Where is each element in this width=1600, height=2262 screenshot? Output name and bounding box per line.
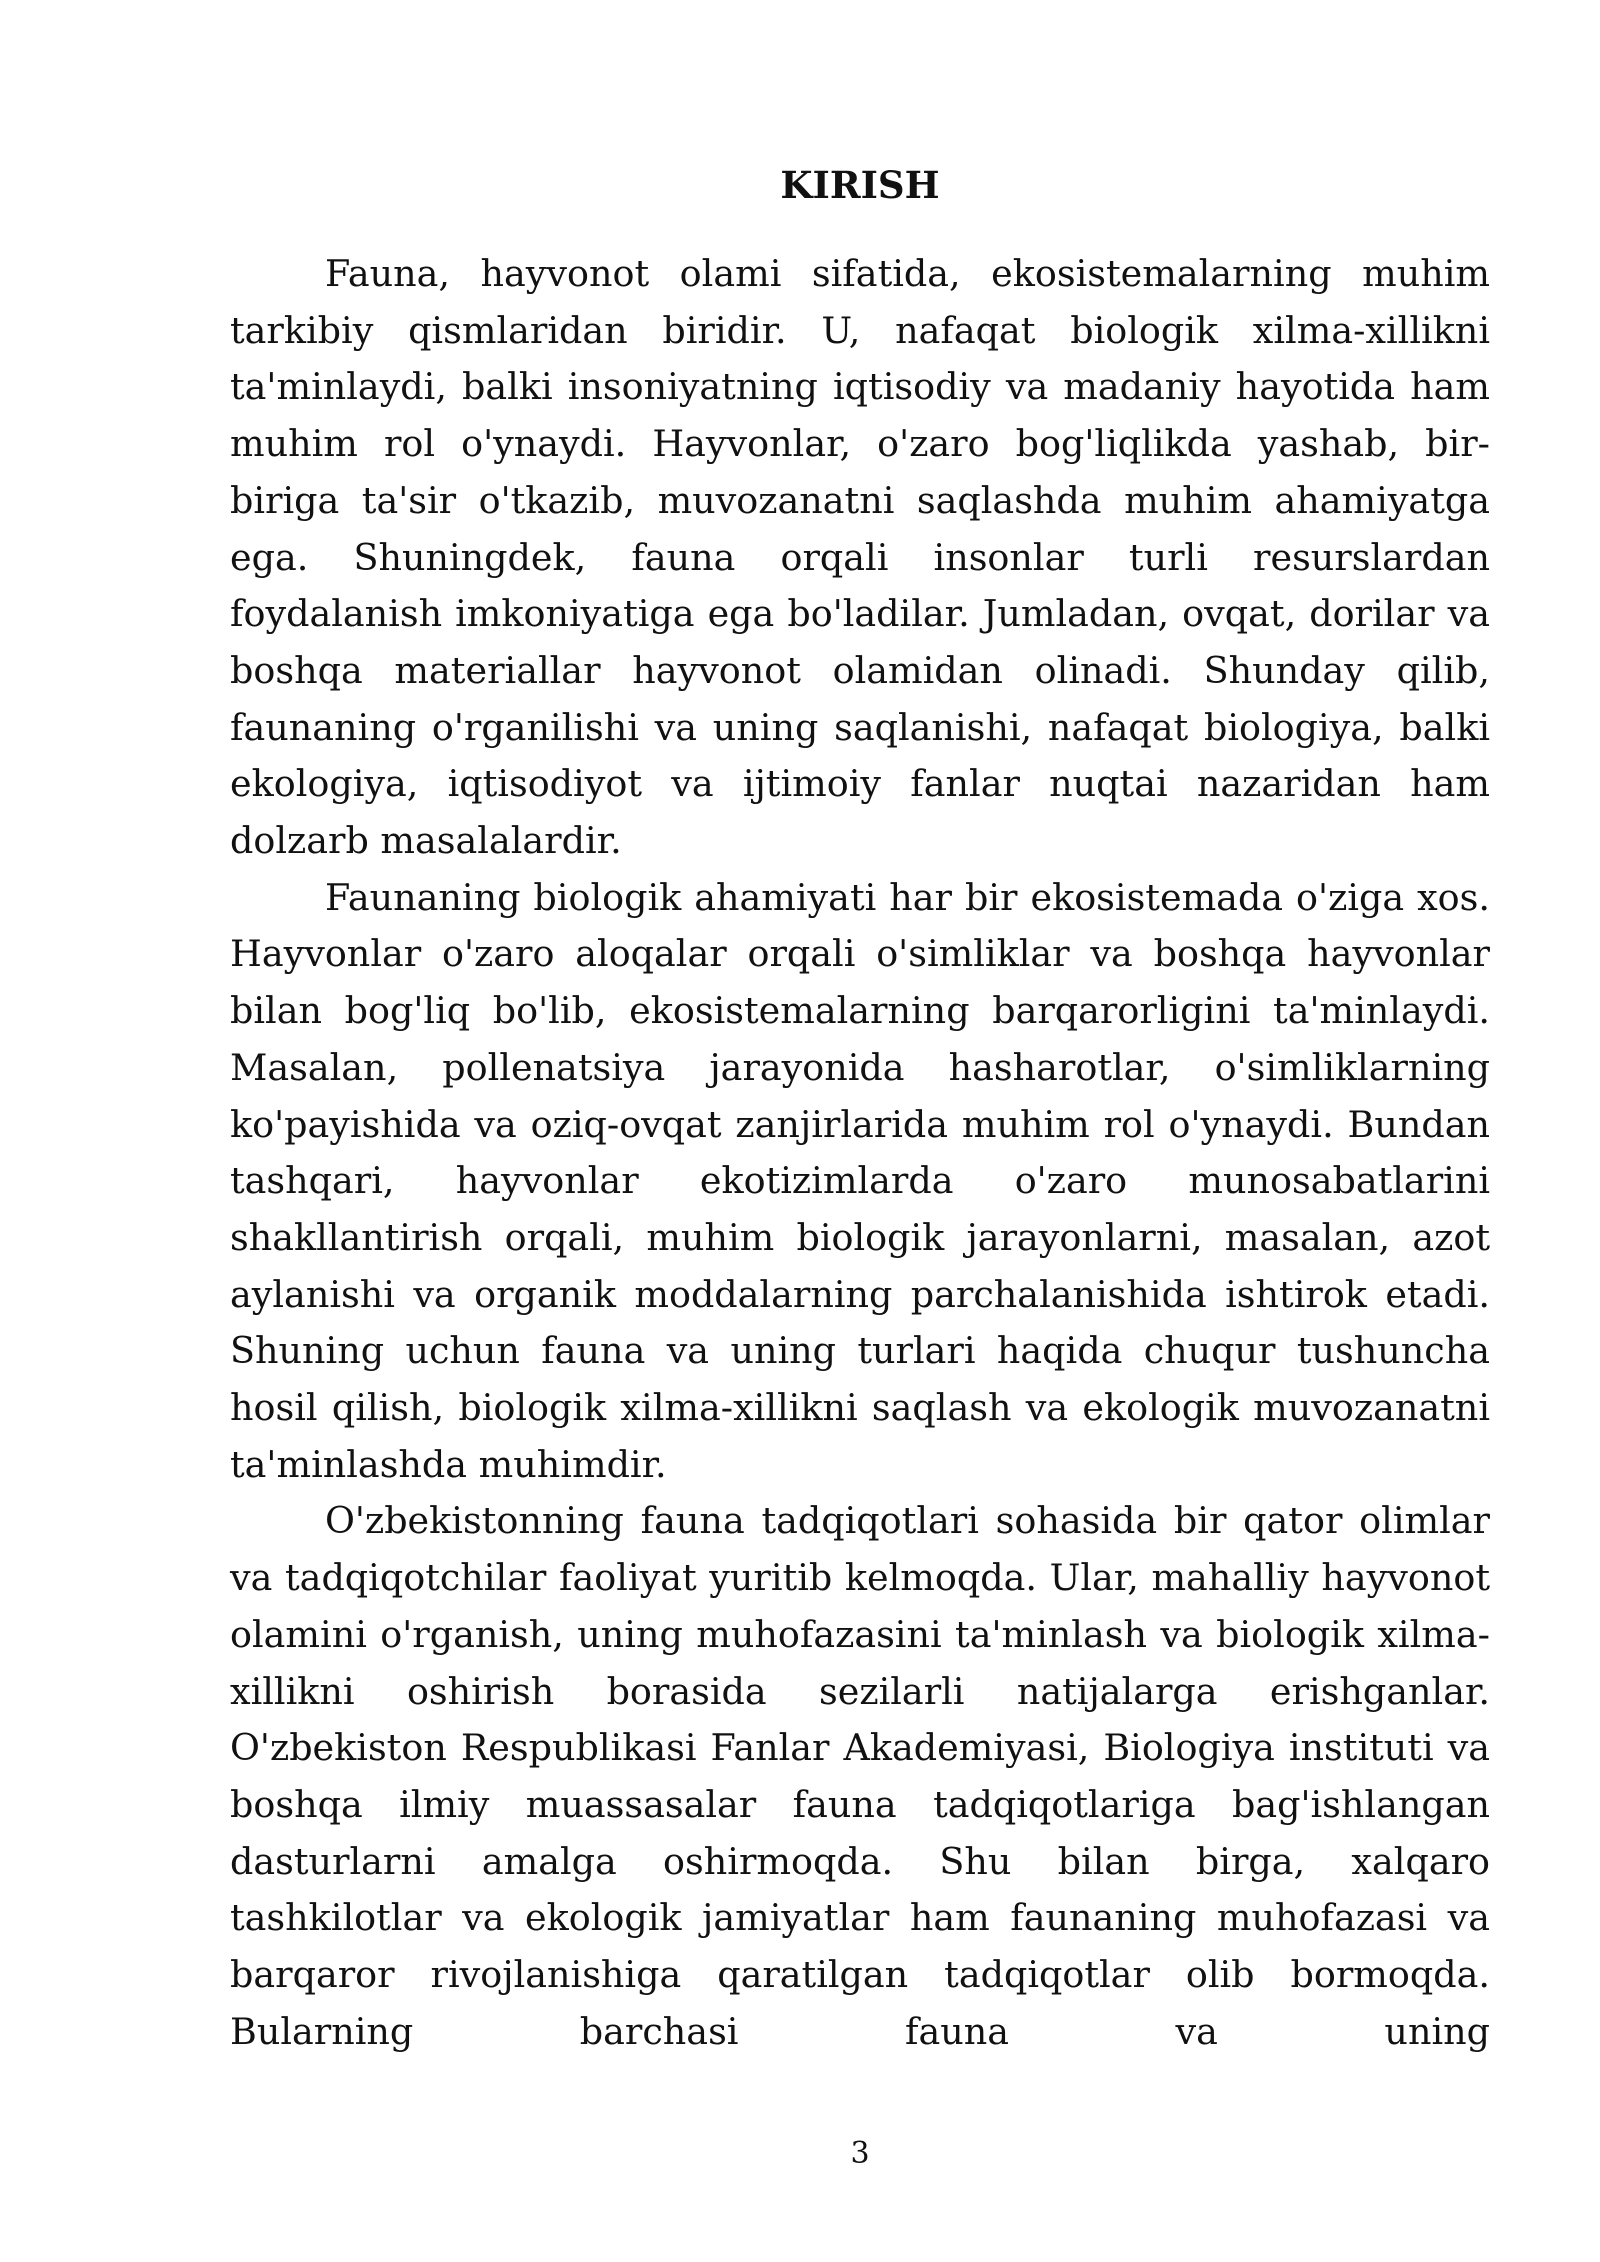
paragraph-2: Faunaning biologik ahamiyati har bir ekosistemada o'ziga xos. Hayvonlar o'zaro aloqalar orqali o'simliklar va boshqa hayvonlar bilan bog'liq bo'lib, ekosistemalarning barqarorligini ta'minlaydi. Masalan, pollenatsiya jarayonida hasharotlar, o'simliklarning ko'payishida va oziq-ovqat zanjirlarida muhim rol o'ynaydi. Bundan tashqari, hayvonlar ekotizimlarda o'zaro munosabatlarini shakllantirish orqali, muhim biologik jarayonlarni, masalan, azot aylanishi va organik moddalarning parchalanishida ishtirok etadi. Shuning uchun fauna va uning turlari haqida chuqur tushuncha hosil qilish, biologik xilma-xillikni saqlash va ekologik muvozanatni ta'minlashda muhimdir. xyxy=(230,875,1490,1486)
paragraph-3: O'zbekistonning fauna tadqiqotlari sohasida bir qator olimlar va tadqiqotchilar faoliyat yuritib kelmoqda. Ular, mahalliy hayvonot olamini o'rganish, uning muhofazasini ta'minlash va biologik xilma-xillikni oshirish borasida sezilarli natijalarga erishganlar. O'zbekiston Respublikasi Fanlar Akademiyasi, Biologiya instituti va boshqa ilmiy muassasalar fauna tadqiqotlariga bag'ishlangan dasturlarni amalga oshirmoqda. Shu bilan birga, xalqaro tashkilotlar va ekologik jamiyatlar ham faunaning muhofazasi va barqaror rivojlanishiga qaratilgan tadqiqotlar olib bormoqda. Bularning barchasi fauna va uning xyxy=(230,1499,1490,2053)
page-title: KIRISH xyxy=(780,163,940,207)
body-text xyxy=(230,246,1490,2061)
page-number: 3 xyxy=(850,2136,870,2171)
paragraph-1: Fauna, hayvonot olami sifatida, ekosistemalarning muhim tarkibiy qismlaridan biridir. U, nafaqat biologik xilma-xillikni ta'minlaydi, balki insoniyatning iqtisodiy va madaniy hayotida ham muhim rol o'ynaydi. Hayvonlar, o'zaro bog'liqlikda yashab, bir-biriga ta'sir o'tkazib, muvozanatni saqlashda muhim ahamiyatga ega. Shuningdek, fauna orqali insonlar turli resurslardan foydalanish imkoniyatiga ega bo'ladilar. Jumladan, ovqat, dorilar va boshqa materiallar hayvonot olamidan olinadi. Shunday qilib, faunaning o'rganilishi va uning saqlanishi, nafaqat biologiya, balki ekologiya, iqtisodiyot va ijtimoiy fanlar nuqtai nazaridan ham dolzarb masalalardir. xyxy=(230,252,1490,863)
